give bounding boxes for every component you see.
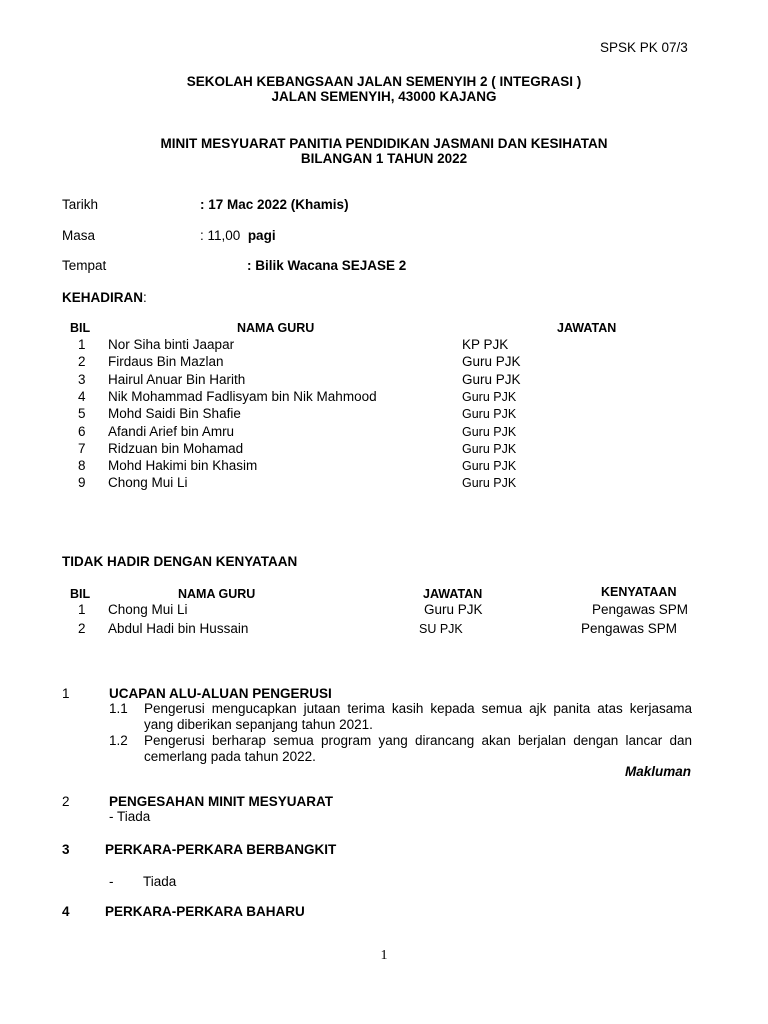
- absent-row-post: SU PJK: [419, 622, 463, 636]
- absent-row-note: Pengawas SPM: [592, 602, 689, 617]
- attendance-row-bil: 7: [78, 440, 86, 456]
- attendance-row-post: Guru PJK: [462, 371, 521, 387]
- section-1-2-text: Pengerusi berharap semua program yang dirancang akan berjalan dengan lancar dan cemerlang pada tahun 2022.: [144, 733, 692, 764]
- absent-col-note: KENYATAAN: [601, 585, 677, 599]
- attendance-col-name: NAMA GURU: [237, 321, 315, 335]
- attendance-row-name: Mohd Hakimi bin Khasim: [108, 458, 258, 474]
- attendance-heading-text: KEHADIRAN: [62, 290, 143, 305]
- attendance-row-post: KP PJK: [462, 337, 509, 352]
- attendance-heading: [62, 290, 147, 306]
- absent-row-note: Pengawas SPM: [581, 621, 678, 636]
- time-label: Masa: [62, 228, 96, 243]
- section-3-body: Tiada: [143, 874, 177, 889]
- section-1-1-text: Pengerusi mengucapkan jutaan terima kasih kepada semua ajk panita atas kerjasama yang diberikan sepanjang tahun 2021.: [144, 701, 692, 732]
- place-value: : Bilik Wacana SEJASE 2: [247, 258, 407, 273]
- attendance-row-bil: 3: [78, 371, 86, 387]
- time-value: [200, 228, 276, 244]
- section-4-title: PERKARA-PERKARA BAHARU: [105, 904, 305, 919]
- absent-col-post: JAWATAN: [423, 587, 483, 601]
- attendance-row-name: Nor Siha binti Jaapar: [108, 337, 235, 352]
- section-1-note: Makluman: [624, 764, 691, 779]
- absent-row-name: Abdul Hadi bin Hussain: [108, 621, 249, 636]
- page-number: 1: [380, 948, 388, 963]
- time-value-suffix: pagi: [247, 228, 276, 243]
- attendance-row-post: Guru PJK: [462, 476, 517, 491]
- attendance-row-name: Afandi Arief bin Amru: [108, 423, 235, 439]
- attendance-row-post: Guru PJK: [462, 424, 517, 439]
- attendance-row-post: Guru PJK: [462, 407, 517, 422]
- minutes-number: BILANGAN 1 TAHUN 2022: [300, 151, 468, 166]
- attendance-col-post: JAWATAN: [557, 321, 617, 335]
- absent-row-name: Chong Mui Li: [108, 602, 188, 617]
- section-1-number: 1: [62, 686, 70, 701]
- school-address: JALAN SEMENYIH, 43000 KAJANG: [271, 89, 497, 104]
- time-value-prefix: : 11,00: [200, 228, 241, 243]
- attendance-heading-colon: :: [143, 290, 147, 305]
- attendance-row-post: Guru PJK: [462, 441, 517, 456]
- attendance-row-name: Ridzuan bin Mohamad: [108, 440, 244, 456]
- absent-row-bil: 1: [78, 602, 86, 617]
- section-3-number: 3: [62, 842, 70, 857]
- section-1-2-number: 1.2: [109, 733, 128, 748]
- minutes-title: MINIT MESYUARAT PANITIA PENDIDIKAN JASMANI DAN KESIHATAN: [160, 136, 608, 151]
- absent-col-name: NAMA GURU: [178, 587, 256, 601]
- absent-col-bil: BIL: [70, 587, 91, 601]
- attendance-row-post: Guru PJK: [462, 389, 517, 404]
- section-2-number: 2: [62, 794, 70, 809]
- attendance-row-bil: 9: [78, 475, 86, 491]
- section-1-1-number: 1.1: [109, 701, 128, 716]
- section-1-title: UCAPAN ALU-ALUAN PENGERUSI: [109, 686, 332, 701]
- document-code: SPSK PK 07/3: [600, 40, 688, 55]
- attendance-row-post: Guru PJK: [462, 354, 521, 370]
- attendance-row-name: Nik Mohammad Fadlisyam bin Nik Mahmood: [108, 388, 377, 404]
- attendance-row-name: Mohd Saidi Bin Shafie: [108, 406, 241, 422]
- attendance-row-bil: 1: [78, 337, 86, 352]
- attendance-row-bil: 5: [78, 406, 86, 422]
- attendance-row-bil: 4: [78, 388, 86, 404]
- date-label: Tarikh: [62, 197, 99, 212]
- school-name: SEKOLAH KEBANGSAAN JALAN SEMENYIH 2 ( INTEGRASI ): [186, 74, 582, 89]
- attendance-row-name: Firdaus Bin Mazlan: [108, 354, 224, 370]
- attendance-row-name: Hairul Anuar Bin Harith: [108, 371, 246, 387]
- attendance-row-bil: 2: [78, 354, 86, 370]
- attendance-row-post: Guru PJK: [462, 459, 517, 474]
- attendance-row-name: Chong Mui Li: [108, 475, 188, 491]
- absent-row-bil: 2: [78, 621, 86, 636]
- attendance-col-bil: BIL: [70, 321, 91, 335]
- date-value: : 17 Mac 2022 (Khamis): [200, 197, 349, 212]
- section-3-title: PERKARA-PERKARA BERBANGKIT: [105, 842, 337, 857]
- attendance-row-bil: 6: [78, 423, 86, 439]
- section-2-title: PENGESAHAN MINIT MESYUARAT: [109, 794, 334, 809]
- section-3-dash: -: [109, 874, 114, 889]
- section-4-number: 4: [62, 904, 70, 919]
- attendance-row-bil: 8: [78, 458, 86, 474]
- absent-heading: TIDAK HADIR DENGAN KENYATAAN: [62, 554, 298, 569]
- place-label: Tempat: [62, 258, 107, 273]
- absent-row-post: Guru PJK: [424, 602, 483, 617]
- section-2-body: - Tiada: [109, 809, 151, 824]
